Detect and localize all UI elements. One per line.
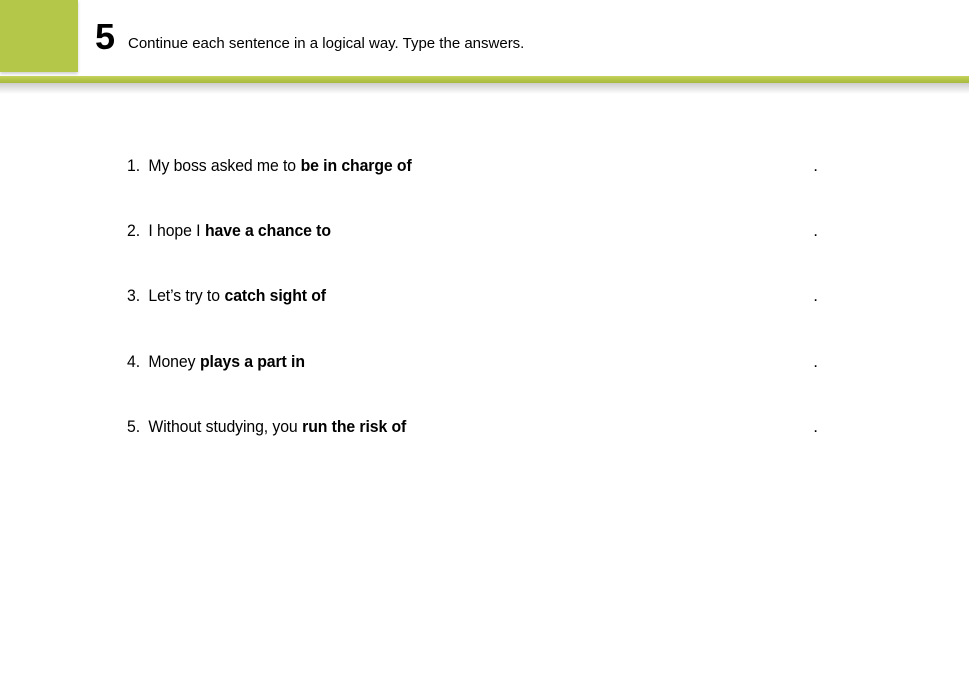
sentence-lead xyxy=(127,417,406,437)
sentence-period: . xyxy=(813,417,818,437)
sentence-prefix: My boss asked me to xyxy=(148,155,297,175)
answer-input-1[interactable] xyxy=(437,153,809,179)
item-number: 4. xyxy=(127,351,141,371)
exercise-instruction: Continue each sentence in a logical way. Type the answers. xyxy=(128,35,525,52)
answer-input-3[interactable] xyxy=(345,283,809,309)
sentence-text xyxy=(148,221,331,241)
sentence-row-1 xyxy=(0,133,969,198)
sentence-text xyxy=(148,156,411,176)
sentence-text xyxy=(148,417,406,437)
exercise-number: 5 xyxy=(95,16,115,57)
sentence-period: . xyxy=(813,220,818,240)
sentence-row-2 xyxy=(0,198,969,263)
sentence-text xyxy=(148,352,305,372)
sentence-prefix: Money xyxy=(148,351,196,371)
sentence-bold-phrase: catch sight of xyxy=(224,286,326,306)
sentence-row-4 xyxy=(0,329,969,394)
sentence-lead xyxy=(127,352,305,372)
sentence-period: . xyxy=(813,286,818,306)
sentence-period: . xyxy=(813,155,818,175)
sentence-row-5 xyxy=(0,395,969,460)
item-number: 2. xyxy=(127,220,141,240)
sentence-lead xyxy=(127,156,412,176)
item-number: 5. xyxy=(127,417,141,437)
sentence-prefix: I hope I xyxy=(148,220,201,240)
sentence-bold-phrase: plays a part in xyxy=(199,351,305,371)
accent-corner-square xyxy=(0,0,78,72)
item-number: 3. xyxy=(127,286,141,306)
sentence-lead xyxy=(127,286,326,306)
item-number: 1. xyxy=(127,155,141,175)
sentence-list xyxy=(0,133,969,460)
sentence-period: . xyxy=(813,351,818,371)
accent-divider-bar xyxy=(0,76,969,83)
answer-input-2[interactable] xyxy=(350,218,809,244)
sentence-row-3 xyxy=(0,264,969,329)
sentence-bold-phrase: be in charge of xyxy=(300,155,412,175)
sentence-prefix: Without studying, you xyxy=(148,417,298,437)
sentence-lead xyxy=(127,221,331,241)
sentence-bold-phrase: have a chance to xyxy=(204,220,331,240)
sentence-prefix: Let’s try to xyxy=(148,286,220,306)
divider-shadow xyxy=(0,83,969,94)
answer-input-4[interactable] xyxy=(322,349,809,375)
answer-input-5[interactable] xyxy=(431,414,809,440)
sentence-bold-phrase: run the risk of xyxy=(302,417,407,437)
sentence-text xyxy=(148,286,326,306)
